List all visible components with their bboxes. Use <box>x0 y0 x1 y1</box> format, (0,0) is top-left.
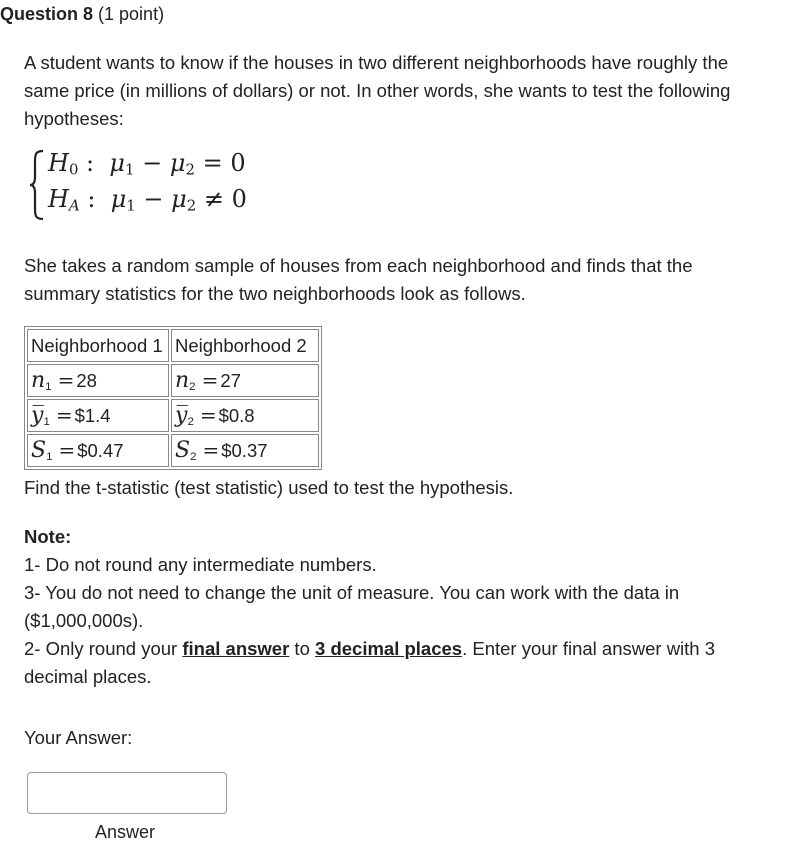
note-line: 3- You do not need to change the unit of measure. You can work with the data in ($1,000,000s). <box>24 582 680 631</box>
table-cell: $S_2$ = $0.37 <box>171 434 319 467</box>
table-cell: $y̅_1$ = $1.4 <box>27 399 169 432</box>
emphasis-decimal-places: 3 decimal places <box>315 638 463 659</box>
alternative-hypothesis: $H_A$ : $\mu_1 - \mu_2 \ne 0$ <box>48 185 247 215</box>
table-cell: $S_1$ = $0.47 <box>27 434 169 467</box>
sample-text: She takes a random sample of houses from each neighborhood and finds that the summary statistics for the two neighborhoods look as follows. <box>24 255 693 304</box>
note-block <box>24 523 754 691</box>
find-instruction: Find the t-statistic (test statistic) used to test the hypothesis. <box>24 477 514 498</box>
emphasis-final-answer: final answer <box>182 638 290 659</box>
table-row <box>27 434 319 467</box>
summary-stats-table <box>24 326 322 470</box>
question-points: (1 point) <box>98 4 165 24</box>
table-row <box>27 399 319 432</box>
answer-input[interactable] <box>27 772 227 814</box>
intro-text: A student wants to know if the houses in two different neighborhoods have roughly the same price (in millions of dollars) or not. In other words, she wants to test the following hypotheses: <box>24 52 731 129</box>
note-line: 2- Only round your final answer to 3 decimal places. Enter your final answer with 3 decimal places. <box>24 638 716 687</box>
table-cell: $n_1 = 28$ <box>27 364 169 397</box>
table-header: Neighborhood 2 <box>171 329 319 362</box>
left-brace-icon <box>28 145 46 225</box>
answer-caption: Answer <box>95 822 156 842</box>
table-header: Neighborhood 1 <box>27 329 169 362</box>
null-hypothesis: $H_0$ : $\mu_1 - \mu_2 = 0$ <box>48 149 246 179</box>
note-line: 1- Do not round any intermediate numbers. <box>24 554 377 575</box>
table-header-row <box>27 329 319 362</box>
question-number: Question 8 <box>0 4 94 24</box>
your-answer-label: Your Answer: <box>24 727 133 748</box>
table-cell: $n_2 = 27$ <box>171 364 319 397</box>
note-title: Note: <box>24 526 72 547</box>
table-cell: $y̅_2$ = $0.8 <box>171 399 319 432</box>
question-title <box>0 4 164 25</box>
table-row <box>27 364 319 397</box>
